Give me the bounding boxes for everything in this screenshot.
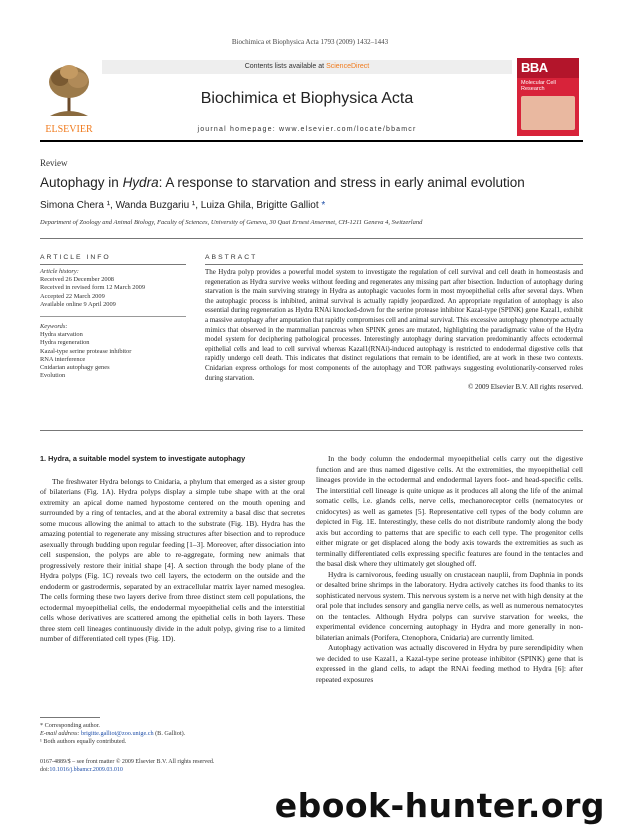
keywords-label: Keywords: [40, 323, 68, 331]
history-item: Accepted 22 March 2009 [40, 292, 105, 300]
footnote-rule [40, 717, 100, 718]
body-paragraph: In the body column the endodermal myoepithelial cells carry out the digestive function and are thus named digestive cells. At the extremities, the myoepithelial cell lineages provide in the ectodermal and endodermal layers foot- and head-specific cells. The interstitial cell lineage is quite unique as it produces all along the life of the animal somatic cells, i.e. glands cells, nerve cells, mechanoreceptor cells (nematocytes or cnidocytes) as well as gametes [5]. Representative cell types of the body column are depicted in Fig. 1E. Interestingly, these cells do not distribute randomly along the body axis but according to patterns that are specific to each cell type. The progenitor cells either migrate or get displaced along the body axis towards the extremities as such as terminally differentiated cells expressing specific features are found in the tentacles and the basal disk where they ultimately get sloughed off. [316, 454, 583, 568]
footnotes: * Corresponding author. E-mail address: brigitte.galliot@zoo.unige.ch (B. Galliot). ¹ Both authors equally contributed. [40, 722, 305, 746]
issn-block: 0167-4889/$ – see front matter © 2009 Elsevier B.V. All rights reserved. doi:10.1016/j.bbamcr.2009.03.010 [40, 759, 215, 773]
history-item: Received in revised form 12 March 2009 [40, 284, 146, 292]
header-rule [40, 140, 583, 142]
body-paragraph: Hydra is carnivorous, feeding usually on crustacean nauplii, from Daphnia in ponds or desalted brine shrimps in the laboratory. Hydra actively catches its food thanks to its sophisticated nervous system. This nervous system is a nerve net with high density at the oral pole that includes sensory and ganglia nerve cells, as well as numerous nematocytes on the tentacles. Although Hydra polyps can survive starvation for weeks, the experimental evidence concerning autophagy in Hydra and more generally in non-bilaterian animals (Porifera, Ctenophora, Cnidaria) are currently limited. [316, 569, 583, 642]
keyword: Hydra starvation [40, 331, 83, 339]
article-info-heading: ARTICLE INFO [40, 254, 111, 261]
affiliation: Department of Zoology and Animal Biology, Faculty of Sciences, University of Geneva, 30 Quai Ernest Ansermet, CH-1211 Geneva 4, Switzerland [40, 219, 423, 226]
journal-citation: Biochimica et Biophysica Acta 1793 (2009) 1432–1443 [231, 38, 389, 46]
journal-homepage[interactable]: journal homepage: www.elsevier.com/locate/bbamcr [197, 126, 417, 133]
article-info [40, 268, 180, 380]
body-paragraph: Autophagy activation was actually discovered in Hydra by pure serendipidity when we decided to use Kazal1, a Kazal-type serine protease inhibitor (SPINK) gene that is expressed in the gland cells, to adapt the RNAi feeding method to Hydra [6]: after repeated exposures [316, 643, 583, 684]
history-item: Available online 9 April 2009 [40, 300, 116, 308]
abstract-rule [40, 430, 583, 431]
keyword: RNA interference [40, 355, 86, 363]
abstract-copyright: © 2009 Elsevier B.V. All rights reserved. [467, 383, 583, 392]
corresponding-footnote: * Corresponding author. [40, 722, 100, 729]
article-type: Review [40, 158, 68, 168]
body-paragraph: The freshwater Hydra belongs to Cnidaria, a phylum that emerged as a sister group of bilaterians (Fig. 1A). Hydra polyps display a simple tube shape with at the oral extremity an apical dome named hypostome centered on the mouth opening and surrounded by a ring of tentacles, and at the aboral extremity a basal disc that secretes some mucous allowing the animal to attach to the substrate (Fig. 1B). Hydra has the amazing potential to regenerate any missing structures after bisection and to reproduce asexually through budding upon regular feeding [1–3]. Moreover, after dissociation into cell suspension, the polyps are able to re-aggregate, forming new animals that progressively restore their initial shape [4]. A section through the body plane of the Hydra polyps (Fig. 1C) reveals two cell layers, the ectoderm on the outside and the endoderm or gastrodermis, separated by an extracellular matrix layer named mesoglea. The cells forming these two layers derive from three distinct stem cell populations, the ectodermal myoepithelial cells, the endodermal myoepithelial cells and the interstitial cells whose derivatives are scattered among the epithelial cells in both layers. These three stem cell lineages continuously divide in the adult polyp, giving rise to a limited number of differentiated cell types (Fig. 1D). [40, 476, 305, 643]
article-title: Autophagy in Hydra: A response to starvation and stress in early animal evolution [40, 175, 525, 190]
elsevier-logo-text: ELSEVIER [45, 124, 93, 135]
contents-prefix: Contents lists available at [244, 63, 327, 70]
abstract-text: The Hydra polyp provides a powerful model system to investigate the regulation of cell survival and cell death in homeostasis and regeneration as Hydra survive weeks without feeding and regenerates any missing part after bisection. Induction of autophagy during starvation is the main surviving strategy in Hydra as autophagic vacuoles form in most myoepithelial cells after several days. When the autophagic process is inhibited, animal survival is actually rapidly jeopardized. An appropriate regulation of autophagy is also essential during regeneration as Hydra RNAi knocked-down for the serine protease inhibitor Kazal-type (SPINK) gene Kazal1, exhibit a massive autophagy after amputation that rapidly compromises cell and animal survival. This excessive autophagy phenotype actually mimics that observed in the mammalian pancreas when SPINK genes are mutated, highlighting the paradigmatic value of the Hydra model system for deciphering pathological processes. Interestingly autophagy during starvation predominantly affects ectodermal epithelial cells and lead to cell survival whereas Kazal1(RNAi)-induced autophagy is restricted to endodermal digestive cells that rapidly undergo cell death. This indicates that distinct regulations that remain to be identified, are at work in these two contexts. Cnidarian express orthologs for most components of the autophagy and TOR pathways suggesting evolutionarily-conserved roles during starvation. [205, 268, 583, 382]
cover-subtitle: Molecular Cell Research [521, 80, 556, 92]
sciencedirect-link[interactable]: ScienceDirect [326, 63, 370, 70]
body-column-right [316, 454, 583, 685]
history-item: Received 26 December 2008 [40, 276, 114, 284]
contents-band [102, 60, 512, 74]
info-rule [40, 238, 583, 239]
keyword: Hydra regeneration [40, 339, 90, 347]
keyword: Cnidarian autophagy genes [40, 364, 110, 372]
body-column-left [40, 454, 305, 645]
journal-cover [517, 58, 579, 136]
keyword: Kazal-type serine protease inhibitor [40, 347, 132, 355]
cover-title: BBA [521, 60, 548, 75]
corresponding-author-link[interactable]: * [321, 200, 326, 211]
email-link[interactable]: brigitte.galliot@zoo.unige.ch [81, 730, 154, 737]
abstract-heading: ABSTRACT [205, 254, 258, 261]
history-label: Article history: [40, 268, 79, 275]
doi-link[interactable]: 10.1016/j.bbamcr.2009.03.010 [49, 767, 123, 773]
journal-title: Biochimica et Biophysica Acta [200, 90, 414, 107]
section-heading: 1. Hydra, a suitable model system to investigate autophagy [40, 454, 246, 463]
keyword: Evolution [40, 372, 66, 380]
elsevier-logo [40, 60, 98, 136]
equal-contribution-footnote: ¹ Both authors equally contributed. [40, 738, 127, 745]
author-list: Simona Chera ¹, Wanda Buzgariu ¹, Luiza Ghila, Brigitte Galliot * [40, 200, 326, 211]
abstract [205, 268, 583, 393]
watermark: ebook-hunter.org [274, 786, 605, 825]
